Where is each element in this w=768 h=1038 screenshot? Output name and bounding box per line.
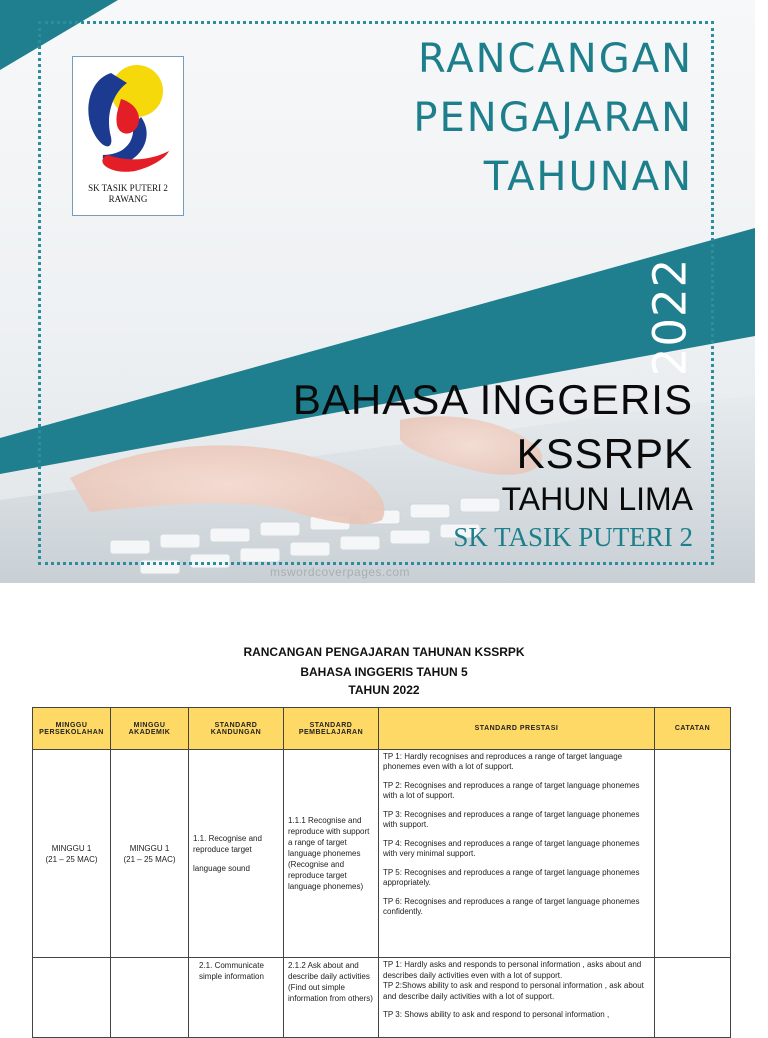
cover-school-name: SK TASIK PUTERI 2 [453, 522, 693, 552]
doc-heading-line1: RANCANGAN PENGAJARAN TAHUNAN KSSRPK [243, 645, 525, 659]
doc-heading-line3: TAHUN 2022 [348, 683, 420, 697]
header-standard-kandungan: STANDARD KANDUNGAN [189, 708, 284, 750]
logo-caption [73, 183, 183, 205]
week-dates: (21 – 25 MAC) [45, 854, 98, 864]
cell-minggu-sekolah [33, 750, 111, 958]
header-standard-prestasi: STANDARD PRESTASI [379, 708, 655, 750]
cover-subject: BAHASA INGGERIS [292, 376, 693, 423]
table-row [33, 750, 731, 958]
academic-week-dates: (21 – 25 MAC) [123, 854, 176, 864]
cell-catatan [655, 958, 731, 1038]
cover-year [615, 257, 725, 377]
cover-title-line3: TAHUNAN [483, 154, 693, 200]
tp-1: TP 1: Hardly asks and responds to personal information , asks about and describes daily activities even with a lot of support. [383, 960, 642, 980]
header-standard-pembelajaran: STANDARD PEMBELAJARAN [284, 708, 379, 750]
tp-6: TP 6: Recognises and reproduces a range of target language phonemes confidently. [383, 897, 640, 916]
tp-4: TP 4: Recognises and reproduces a range of target language phonemes with very minimal support. [383, 839, 640, 858]
academic-week-label: MINGGU 1 [129, 843, 170, 853]
school-logo [72, 56, 184, 216]
cell-prestasi [379, 750, 655, 958]
week-label: MINGGU 1 [51, 843, 92, 853]
header-minggu-persekolahan: MINGGU PERSEKOLAHAN [33, 708, 111, 750]
tp-3: TP 3: Recognises and reproduces a range of target language phonemes with support. [383, 810, 640, 829]
cover-curriculum: KSSRPK [516, 430, 693, 477]
cell-pembelajaran: 1.1.1 Recognise and reproduce with support a range of target language phonemes (Recognise and reproduce target language phonemes) [284, 750, 379, 958]
table-header-row [33, 708, 731, 750]
doc-heading-line2: BAHASA INGGERIS TAHUN 5 [300, 665, 468, 679]
cell-kandungan [189, 750, 284, 958]
logo-emblem-icon [83, 63, 173, 181]
watermark: mswordcoverpages.com [270, 565, 411, 579]
header-catatan: CATATAN [655, 708, 731, 750]
cell-minggu-sekolah [33, 958, 111, 1038]
tp-5: TP 5: Recognises and reproduces a range of target language phonemes appropriately. [383, 868, 640, 887]
cell-minggu-akademik [111, 750, 189, 958]
cover-title-line2: PENGAJARAN [413, 95, 693, 141]
kandungan-line2: language sound [193, 864, 250, 873]
logo-caption-line2: RAWANG [108, 194, 148, 204]
lesson-plan-table [32, 707, 731, 1038]
cover-level: TAHUN LIMA [501, 481, 693, 517]
cell-pembelajaran: 2.1.2 Ask about and describe daily activities (Find out simple information from others) [284, 958, 379, 1038]
header-minggu-akademik: MINGGU AKADEMIK [111, 708, 189, 750]
cover-title-line1: RANCANGAN [418, 36, 693, 82]
tp-3: TP 3: Shows ability to ask and respond to personal information , [383, 1010, 610, 1019]
logo-caption-line1: SK TASIK PUTERI 2 [88, 183, 168, 193]
cell-minggu-akademik [111, 958, 189, 1038]
tp-2: TP 2: Recognises and reproduces a range of target language phonemes with a lot of support. [383, 781, 640, 800]
table-row [33, 958, 731, 1038]
tp-1: TP 1: Hardly recognises and reproduces a range of target language phonemes even with a lot of support. [383, 752, 623, 771]
kandungan-line1: 1.1. Recognise and reproduce target [193, 834, 262, 854]
cover-year-text: 2022 [643, 257, 697, 377]
cell-catatan [655, 750, 731, 958]
cell-prestasi [379, 958, 655, 1038]
cell-kandungan: 2.1. Communicate simple information [189, 958, 284, 1038]
tp-2: TP 2:Shows ability to ask and respond to personal information , ask about and describe daily activities with a lot of support. [383, 981, 644, 1001]
